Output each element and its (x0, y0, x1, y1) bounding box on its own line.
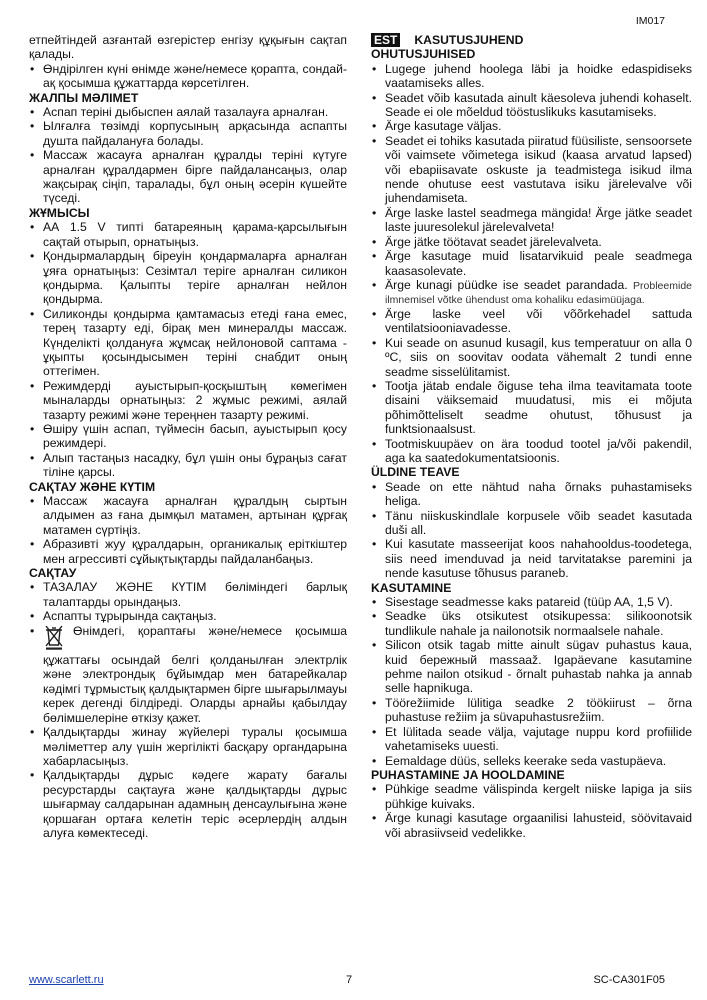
list-item-text: Өнімдегі, қораптағы және/немесе қосымша құжаттағы осындай белгі қолданылған электрлік және электрондық бұйымдар мен батарейкалар кәдімгі тұрмыстық қалдықтармен бірге шығарылмауы керек дегенді білдіреді. Оларды арнайы қабылдау бөлімшелеріне өткізу қажет. (43, 623, 347, 725)
list-item (371, 811, 692, 840)
list-item-text: Абразивті жуу құралдарын, органикалық еріткіштер мен агрессивті сұйықтықтарды пайдаланбаңыз. (43, 537, 347, 566)
list-item (29, 105, 347, 119)
section-heading: ÜLDINE TEAVE (371, 465, 460, 480)
document-code: IM017 (635, 15, 665, 27)
bullet-list (29, 580, 347, 840)
list-item (371, 509, 692, 538)
right-column-estonian (371, 33, 692, 840)
list-item-text: Ärge kunagi püüdke ise seadet parandada. (385, 277, 628, 292)
bullet-list (29, 220, 347, 479)
list-item (371, 336, 692, 379)
model-number: SC-CA301F05 (593, 974, 665, 986)
section-heading: KASUTAMINE (371, 580, 452, 595)
section-heading: ЖАЛПЫ МӘЛІМЕТ (29, 90, 139, 105)
list-item-text: Silicon otsik tagab mitte ainult sügav puhastus kaua, kuid бережный massaaž. Igapäevane kasutamine pehme nailon otsikud - õrnalt puhastab nahka ja annab selle hapnikuga. (385, 638, 692, 696)
list-item (29, 249, 347, 307)
bullet-list (371, 782, 692, 840)
list-item-text: Tootmiskuupäev on ära toodud tootel ja/või pakendil, aga ka saatedokumentatsioonis. (385, 436, 692, 465)
list-item (29, 148, 347, 206)
list-item (371, 782, 692, 811)
list-item (371, 134, 692, 206)
language-tag: EST (371, 33, 400, 47)
list-item-text: Seadke üks otsikutest otsikupessa: silikoonotsik tundlikule nahale ja nailonotsik normaalsele nahale. (385, 609, 692, 638)
list-item-text: Et lülitada seade välja, vajutage nuppu kord profiilide vahetamiseks uuesti. (385, 724, 692, 754)
estonian-section-header (371, 33, 692, 47)
list-item-text: ТАЗАЛАУ ЖӘНЕ КҮТІМ бөліміндегі барлық талаптарды орындаңыз. (43, 580, 347, 609)
list-item-text: Töörežiimide lülitiga seadke 2 töökiirust – õrna puhastuse režiim ja süvapuhastusrežiim. (385, 695, 692, 725)
list-item-text: Аспап теріні дыбыспен аялай тазалауға арналған. (43, 105, 329, 120)
list-item (29, 220, 347, 249)
section-heading: OHUTUSJUHISED (371, 47, 476, 62)
estonian-body (371, 47, 692, 840)
list-item-note: Probleemide ilmnemisel võtke ühendust oma kohaliku edasimüüjaga. (385, 279, 692, 307)
list-item (371, 307, 692, 336)
list-item (29, 609, 347, 623)
bullet-list (29, 105, 347, 206)
list-item-text: Режимдерді ауыстырып-қосқыштың көмегімен мыналарды орнатыңыз: 2 жұмыс режимі, аялай тазарту режимі және тереңнен тазарту режимі. (43, 378, 347, 422)
list-item-text: Pühkige seadme välispinda kergelt niiske lapiga ja siis pühkige kuivaks. (385, 782, 692, 811)
list-item-text: Алып тастаңыз насадку, бұл үшін оны бұраңыз сағат тіліне қарсы. (43, 450, 347, 480)
list-item (371, 725, 692, 754)
list-item (371, 437, 692, 466)
list-item-text: Lugege juhend hoolega läbi ja hoidke edaspidiseks vaatamiseks alles. (385, 61, 692, 91)
list-item-text: Массаж жасауға арналған құралдың сыртын алдымен аз ғана дымқыл матамен, артынан құрғақ матамен сүртіңіз. (43, 494, 347, 537)
list-item-text: Seadet võib kasutada ainult käesoleva juhendi kohaselt. Seade ei ole mõeldud tööstuslikuks kasutamiseks. (385, 90, 692, 120)
manual-title: KASUTUSJUHEND (414, 33, 524, 47)
list-item-text: Массаж жасауға арналған құралды теріні күтуге арналған құралдармен бірге пайдалансаңыз, олар жақсырақ сіңіп, таралады, бұл оның әсерін күшейте түседі. (43, 148, 347, 206)
list-item-text: Sisestage seadmesse kaks patareid (tüüp AA, 1,5 V). (385, 595, 673, 610)
list-item (371, 595, 692, 609)
list-item-text: Tootja jätab endale õiguse teha ilma teavitamata toote disaini väiksemaid muudatusi, mis ei mõjuta põhimõtteliselt seadme ohutust, tõhusust ja funktsionaalsust. (385, 378, 692, 437)
list-item (29, 494, 347, 537)
list-item-text: Tänu niiskuskindlale korpusele võib seadet kasutada duši all. (385, 508, 692, 537)
list-item (29, 768, 347, 840)
list-item-text: Қондырмалардың біреуін қондармаларға арналған ұяға орнатыңыз: Сезімтал теріге арналған силикон қондырма. Қалыпты теріге арналған нейлон қондырма. (43, 249, 347, 307)
list-item-text: Ärge jätke töötavat seadet järelevalveta. (385, 234, 602, 249)
list-item-text: Ärge kasutage väljas. (385, 119, 502, 134)
list-item (371, 379, 692, 437)
list-item (29, 379, 347, 422)
list-item (29, 624, 347, 725)
website-link[interactable]: www.scarlett.ru (29, 974, 104, 986)
list-item (29, 307, 347, 379)
list-item-text: Eemaldage düüs, selleks keerake seda vastupäeva. (385, 753, 667, 768)
list-item (371, 638, 692, 696)
list-item-text: Ärge kasutage muid lisatarvikuid peale seadmega kaasasolevate. (385, 249, 692, 278)
list-item (371, 537, 692, 580)
page-number: 7 (346, 974, 353, 986)
list-item-text: Kui kasutate masseerijat koos nahahooldus-toodetega, siis need imenduvad ja neid tarvitatakse paremini ja nende kasutuse tõhusus paraneb. (385, 537, 692, 581)
list-item (371, 609, 692, 638)
list-item (371, 480, 692, 509)
list-item-text: Силиконды қондырма қамтамасыз етеді ғана емес, терең тазарту еді, бірақ мен минералды массаж. Күнделікті қолдануға жұмсақ нейлоновой саптама - ұқыпты қосындысымен теріні снабдит оның оттегімен. (43, 306, 347, 379)
list-item-text: АА 1.5 V типті батареяның қарама-қарсылығын сақтай отырып, орнатыңыз. (43, 220, 347, 249)
list-item (371, 91, 692, 120)
list-item (371, 754, 692, 768)
bullet-list (29, 62, 347, 91)
list-item (371, 206, 692, 235)
list-item (29, 62, 347, 91)
section-heading: ЖҰМЫСЫ (29, 205, 90, 220)
list-item (29, 580, 347, 609)
list-item (29, 422, 347, 451)
list-item (371, 119, 692, 133)
list-item-text: Seade on ette nähtud naha õrnaks puhastamiseks heliga. (385, 479, 692, 509)
list-item (29, 451, 347, 480)
list-item (29, 119, 347, 148)
list-item-text: Kui seade on asunud kusagil, kus temperatuur on alla 0 ºC, siis on soovitav oodata vähemalt 2 tundi enne seadme sisselülitamist. (385, 335, 692, 379)
list-item-text: Ärge kunagi kasutage orgaanilisi lahusteid, söövitavaid või abrasiivseid vedelikke. (385, 811, 692, 840)
section-heading: PUHASTAMINE JA HOOLDAMINE (371, 767, 565, 782)
list-item-text: Ärge laske veel või võõrkehadel sattuda ventilatsiooniavadesse. (385, 306, 692, 336)
list-item-text: Өндірілген күні өнімде және/немесе қорапта, сондай-ақ қосымша құжаттарда көрсетілген. (43, 61, 347, 91)
paragraph: етпейтіндей азғантай өзгерістер енгізу құқығын сақтап қалады. (29, 33, 347, 62)
section-heading: САҚТАУ (29, 566, 77, 581)
bullet-list (371, 595, 692, 768)
bullet-list (371, 480, 692, 581)
list-item (29, 537, 347, 566)
list-item (29, 725, 347, 768)
list-item-text: Қалдықтарды дұрыс кәдеге жарату бағалы ресурстарды сақтауға және қалдықтарды дұрыс шығармау салдарынан адамның денсаулығына және қоршаған ортаға келетін теріс әсерлердің алдын алуға көмектеседі. (43, 768, 347, 840)
left-column-kazakh (29, 33, 347, 840)
list-item-text: Қалдықтарды жинау жүйелері туралы қосымша мәліметтер алу үшін жергілікті басқару органдарына хабарласыңыз. (43, 725, 347, 768)
list-item-text: Өшіру үшін аспап, түймесін басып, ауыстырып қосу режимдері. (43, 421, 347, 451)
crossed-out-bin-icon (43, 624, 65, 653)
list-item-text: Ärge laske lastel seadmega mängida! Ärge jätke seadet laste juuresolekul järelevalveta! (385, 205, 692, 235)
list-item (371, 62, 692, 91)
bullet-list (371, 62, 692, 466)
list-item (371, 249, 692, 278)
list-item (371, 696, 692, 725)
list-item (371, 278, 692, 307)
list-item-text: Seadet ei tohiks kasutada piiratud füüsiliste, sensoorsete või vaimsete võimetega isikud (kaasa arvatud lapsed) või ebapiisavate oskuste ja teadmistega isikud ilma nende ohutuse eest vastutava isiku järelevalve või juhendamiseta. (385, 133, 692, 206)
list-item-text: Аспапты тұрырында сақтаңыз. (43, 609, 217, 624)
bullet-list (29, 494, 347, 566)
section-heading: САҚТАУ ЖӘНЕ КҮТІМ (29, 479, 156, 494)
list-item (371, 235, 692, 249)
list-item-text: Ылғалға төзімді корпусының арқасында аспапты душта пайдалануға болады. (43, 119, 347, 148)
